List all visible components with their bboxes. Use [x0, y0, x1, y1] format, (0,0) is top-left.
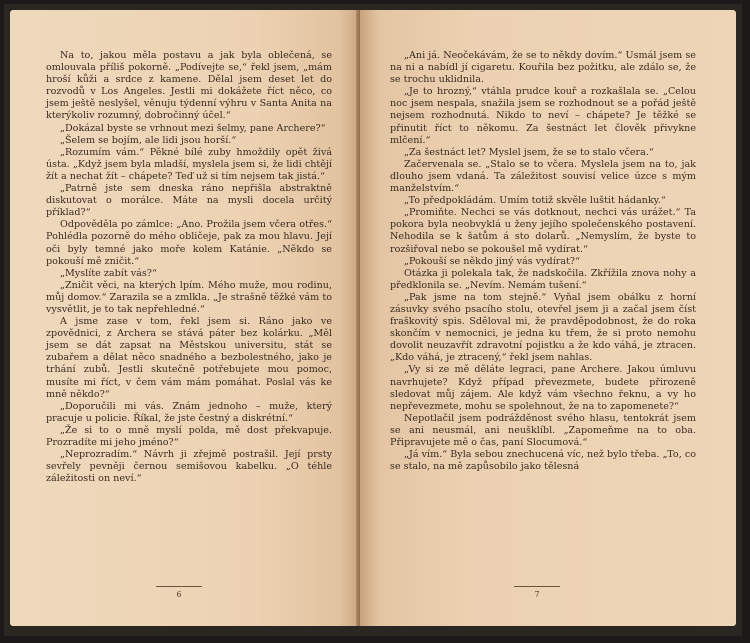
paragraph: A jsme zase v tom, řekl jsem si. Ráno jako ve zpovědnici, z Archera se stává páter bez kolárku. „Měl jsem se dát zapsat na Městskou universitu, stát se zubařem a dělat něco snadného a bezbolestného, jako je trhání zubů. Jestli skutečně potřebujete mou pomoc, musíte mi říct, v čem vám mám pomáhat. Poslal vás ke mně někdo?“ [46, 316, 332, 400]
paragraph: „Já vím.“ Byla sebou znechucená víc, než bylo třeba. „To, co se stalo, na mě zapůsobilo jako tělesná [390, 449, 696, 473]
page-number-rule [514, 586, 560, 587]
paragraph: „Myslíte zabít vás?“ [60, 267, 157, 279]
paragraph: „Ani já. Neočekávám, že se to někdy dovím.“ Usmál jsem se na ni a nabídl jí cigaretu. Kouřila bez požitku, ale zdálo se, že se trochu uklidnila. [390, 50, 696, 86]
paragraph: „Že si to o mně myslí polda, mě dost překvapuje. Prozradíte mi jeho jméno?“ [46, 424, 332, 448]
paragraph: „Patrně jste sem dneska ráno nepřišla abstraktně diskutovat o morálce. Máte na mysli docela určitý příklad?“ [46, 183, 332, 219]
paragraph: „Vy si ze mě děláte legraci, pane Archere. Jakou úmluvu navrhujete? Když případ převezmete, budete přirozeně sledovat můj zájem. Ale když vám všechno řeknu, a vy ho nepřevezmete, mohu se spolehnout, že na to zapomenete?“ [390, 364, 696, 412]
paragraph: Začervenala se. „Stalo se to včera. Myslela jsem na to, jak dlouho jsem vdaná. Ta záležitost souvisí velice úzce s mým manželstvím.“ [390, 158, 696, 195]
paragraph: „Pak jsme na tom stejně.“ Vyňal jsem obálku z horní zásuvky svého psacího stolu, otevřel jsem ji a začal jsem číst fraškovitý spis. Sděloval mi, že pravděpodobnost, že do roka skončím v nemocnici, je jedna ku třem, že si proto nemohu dovolit neuzavřít zdravotní pojistku a že kdo váhá, je ztracen. „Kdo váhá, je ztracený,“ řekl jsem nahlas. [390, 291, 696, 364]
paragraph: „Za šestnáct let? Myslel jsem, že se to stalo včera.“ [404, 146, 654, 158]
paragraph: Otázka ji polekala tak, že nadskočila. Zkřížila znova nohy a předklonila se. „Nevím. Nemám tušení.“ [390, 267, 696, 291]
paragraph: „To předpokládám. Umím totiž skvěle luštit hádanky.“ [404, 195, 666, 207]
left-page [10, 10, 360, 626]
left-page-text [46, 50, 332, 485]
paragraph: „Promiňte. Nechci se vás dotknout, nechci vás urážet.“ Ta pokora byla neobvyklá u ženy jejího společenského postavení. Nehodila se k šatům á sto dolarů. „Nemyslím, že byste to rozšiřoval nebo se pokoušel mě vydírat.“ [390, 207, 696, 255]
paragraph: „Zničit věci, na kterých lpím. Mého muže, mou rodinu, můj domov.“ Zarazila se a zmlkla. „Je strašně těžké vám to vysvětlit, je to tak nepřehledné.“ [46, 279, 332, 315]
right-page [360, 10, 736, 626]
paragraph: Odpověděla po zámlce: „Ano. Prožila jsem včera otřes.“ Pohlédla pozorně do mého obličeje, pak za mou hlavu. Její oči byly temné jako moře kolem Katánie. „Někdo se pokouší mě zničit.“ [46, 219, 332, 267]
paragraph: Na to, jakou měla postavu a jak byla oblečená, se omlouvala příliš pokorně. „Podívejte se,“ řekl jsem, „mám hroší kůži a srdce z kamene. Dělal jsem deset let do rozvodů v Los Angeles. Jestli mi dokážete říct něco, co jsem ještě neslyšel, věnuju týdenní výhru v Santa Anita na kterýkoliv rozumný, dobročinný účel.“ [46, 50, 332, 122]
paragraph: „Rozumím vám.“ Pěkné bílé zuby hmoždily opět živá ústa. „Když jsem byla mladší, myslela jsem si, že lidi chtějí žít a nechat žít – chápete? Teď už si tím nejsem tak jistá.“ [46, 146, 332, 182]
paragraph: „Neprozradím.“ Návrh ji zřejmě postrašil. Její prsty sevřely pevněji černou semišovou kabelku. „O téhle záležitosti on neví.“ [46, 449, 332, 485]
page-number-rule [156, 586, 202, 587]
right-page-text [390, 50, 696, 473]
page-number: 7 [534, 590, 540, 599]
paragraph: Nepotlačil jsem podrážděnost svého hlasu, tentokrát jsem se ani neusmál, ani neušklíbl. „Zapomeňme na to oba. Připravujete mě o čas, paní Slocumová.“ [390, 412, 696, 448]
paragraph: „Doporučili mi vás. Znám jednoho – muže, který pracuje u policie. Říkal, že jste čestný a diskrétní.“ [46, 400, 332, 424]
page-number: 6 [176, 590, 182, 599]
paragraph: „Pokouší se někdo jiný vás vydírat?“ [404, 255, 580, 267]
paragraph: „Je to hrozný,“ vtáhla prudce kouř a rozkašlala se. „Celou noc jsem nespala, snažila jsem se rozhodnout se a pořád ještě nejsem rozhodnutá. Nikdo to neví – chápete? Je těžké se přinutit říct to někomu. Za šestnáct let člověk přivykne mlčení.“ [390, 86, 696, 146]
book-spread [4, 4, 742, 636]
paragraph: „Šelem se bojím, ale lidi jsou horší.“ [60, 134, 237, 146]
paragraph: „Dokázal byste se vrhnout mezi šelmy, pane Archere?“ [60, 122, 326, 134]
